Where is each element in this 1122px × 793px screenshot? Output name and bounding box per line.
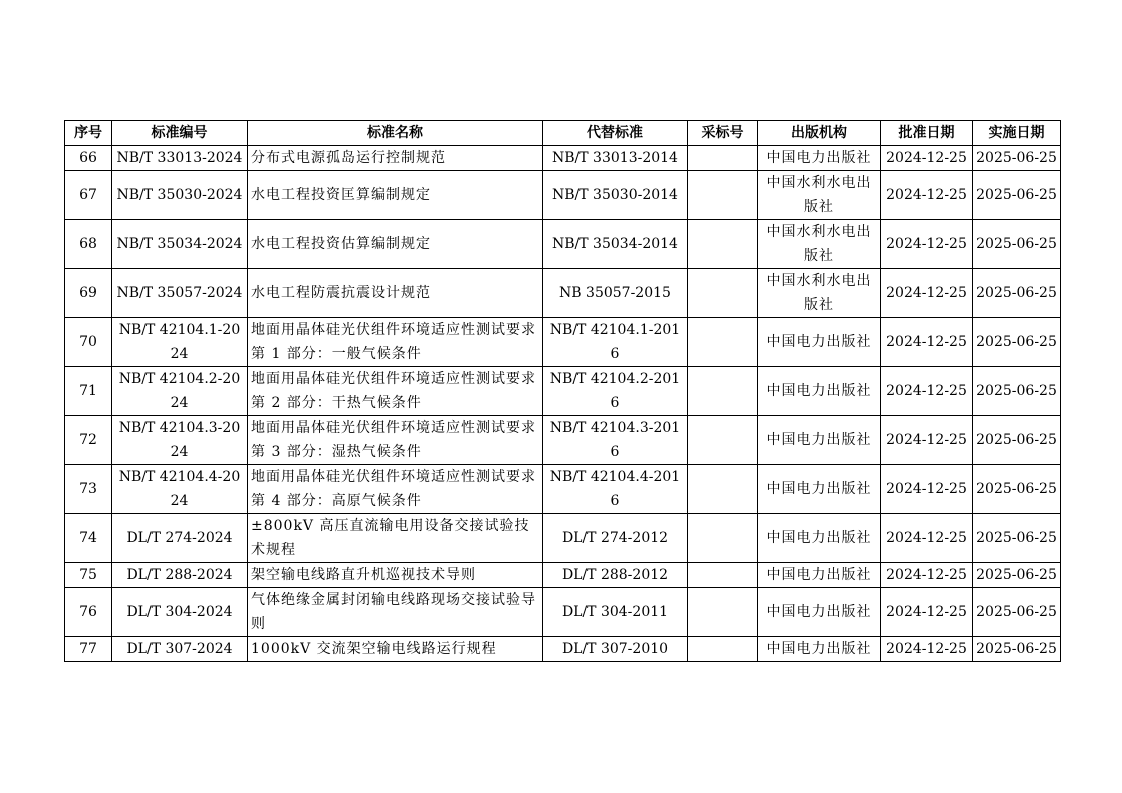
table-row [65, 465, 1061, 514]
cell-adopted [688, 269, 758, 318]
cell-no: 70 [65, 318, 112, 367]
cell-approved: 2024-12-25 [881, 367, 973, 416]
cell-effective: 2025-06-25 [973, 514, 1061, 563]
cell-approved: 2024-12-25 [881, 514, 973, 563]
cell-publisher: 中国电力出版社 [758, 563, 881, 588]
cell-publisher: 中国水利水电出版社 [758, 171, 881, 220]
cell-no: 68 [65, 220, 112, 269]
cell-effective: 2025-06-25 [973, 588, 1061, 637]
cell-replaces: NB/T 42104.1-2016 [543, 318, 688, 367]
cell-adopted [688, 514, 758, 563]
cell-name: 气体绝缘金属封闭输电线路现场交接试验导则 [248, 588, 543, 637]
cell-adopted [688, 220, 758, 269]
table-row [65, 318, 1061, 367]
cell-name: 地面用晶体硅光伏组件环境适应性测试要求 第 3 部分：湿热气候条件 [248, 416, 543, 465]
cell-approved: 2024-12-25 [881, 220, 973, 269]
cell-code: DL/T 307-2024 [112, 637, 248, 662]
cell-approved: 2024-12-25 [881, 637, 973, 662]
cell-code: DL/T 288-2024 [112, 563, 248, 588]
standards-table [64, 120, 1061, 662]
cell-no: 69 [65, 269, 112, 318]
cell-no: 75 [65, 563, 112, 588]
header-code: 标准编号 [112, 121, 248, 146]
header-adopted: 采标号 [688, 121, 758, 146]
cell-name: ±800kV 高压直流输电用设备交接试验技术规程 [248, 514, 543, 563]
table-row [65, 220, 1061, 269]
cell-adopted [688, 171, 758, 220]
table-row [65, 146, 1061, 171]
cell-code: NB/T 35034-2024 [112, 220, 248, 269]
cell-adopted [688, 588, 758, 637]
cell-approved: 2024-12-25 [881, 416, 973, 465]
cell-publisher: 中国电力出版社 [758, 416, 881, 465]
table-row [65, 637, 1061, 662]
cell-replaces: DL/T 304-2011 [543, 588, 688, 637]
cell-effective: 2025-06-25 [973, 465, 1061, 514]
cell-name: 水电工程防震抗震设计规范 [248, 269, 543, 318]
cell-no: 73 [65, 465, 112, 514]
cell-approved: 2024-12-25 [881, 171, 973, 220]
cell-no: 71 [65, 367, 112, 416]
cell-code: NB/T 42104.2-2024 [112, 367, 248, 416]
cell-name: 水电工程投资估算编制规定 [248, 220, 543, 269]
cell-effective: 2025-06-25 [973, 146, 1061, 171]
cell-code: NB/T 42104.1-2024 [112, 318, 248, 367]
cell-effective: 2025-06-25 [973, 416, 1061, 465]
cell-publisher: 中国水利水电出版社 [758, 269, 881, 318]
table-row [65, 171, 1061, 220]
cell-code: NB/T 42104.4-2024 [112, 465, 248, 514]
cell-effective: 2025-06-25 [973, 367, 1061, 416]
cell-approved: 2024-12-25 [881, 465, 973, 514]
header-approved: 批准日期 [881, 121, 973, 146]
cell-replaces: NB 35057-2015 [543, 269, 688, 318]
cell-publisher: 中国电力出版社 [758, 318, 881, 367]
header-name: 标准名称 [248, 121, 543, 146]
cell-no: 76 [65, 588, 112, 637]
table-row [65, 367, 1061, 416]
cell-no: 67 [65, 171, 112, 220]
cell-effective: 2025-06-25 [973, 220, 1061, 269]
header-row [65, 121, 1061, 146]
cell-no: 74 [65, 514, 112, 563]
cell-approved: 2024-12-25 [881, 588, 973, 637]
cell-effective: 2025-06-25 [973, 318, 1061, 367]
table-row [65, 269, 1061, 318]
header-replaces: 代替标准 [543, 121, 688, 146]
cell-publisher: 中国电力出版社 [758, 588, 881, 637]
cell-code: DL/T 274-2024 [112, 514, 248, 563]
cell-adopted [688, 318, 758, 367]
cell-name: 分布式电源孤岛运行控制规范 [248, 146, 543, 171]
cell-replaces: NB/T 33013-2014 [543, 146, 688, 171]
cell-code: NB/T 42104.3-2024 [112, 416, 248, 465]
cell-publisher: 中国电力出版社 [758, 367, 881, 416]
cell-effective: 2025-06-25 [973, 563, 1061, 588]
cell-replaces: NB/T 42104.3-2016 [543, 416, 688, 465]
cell-publisher: 中国水利水电出版社 [758, 220, 881, 269]
header-publisher: 出版机构 [758, 121, 881, 146]
table-row [65, 563, 1061, 588]
cell-replaces: NB/T 42104.2-2016 [543, 367, 688, 416]
cell-name: 地面用晶体硅光伏组件环境适应性测试要求 第 4 部分：高原气候条件 [248, 465, 543, 514]
cell-effective: 2025-06-25 [973, 171, 1061, 220]
cell-publisher: 中国电力出版社 [758, 637, 881, 662]
cell-approved: 2024-12-25 [881, 146, 973, 171]
cell-adopted [688, 563, 758, 588]
table-row [65, 588, 1061, 637]
cell-replaces: DL/T 307-2010 [543, 637, 688, 662]
cell-name: 架空输电线路直升机巡视技术导则 [248, 563, 543, 588]
cell-publisher: 中国电力出版社 [758, 514, 881, 563]
cell-no: 66 [65, 146, 112, 171]
cell-replaces: NB/T 35030-2014 [543, 171, 688, 220]
cell-adopted [688, 465, 758, 514]
cell-adopted [688, 416, 758, 465]
header-effective: 实施日期 [973, 121, 1061, 146]
cell-publisher: 中国电力出版社 [758, 465, 881, 514]
cell-name: 地面用晶体硅光伏组件环境适应性测试要求 第 2 部分：干热气候条件 [248, 367, 543, 416]
cell-adopted [688, 146, 758, 171]
cell-replaces: DL/T 274-2012 [543, 514, 688, 563]
cell-code: DL/T 304-2024 [112, 588, 248, 637]
cell-approved: 2024-12-25 [881, 318, 973, 367]
cell-no: 72 [65, 416, 112, 465]
cell-name: 地面用晶体硅光伏组件环境适应性测试要求 第 1 部分：一般气候条件 [248, 318, 543, 367]
table-row [65, 514, 1061, 563]
cell-code: NB/T 35030-2024 [112, 171, 248, 220]
cell-effective: 2025-06-25 [973, 637, 1061, 662]
cell-code: NB/T 35057-2024 [112, 269, 248, 318]
cell-replaces: DL/T 288-2012 [543, 563, 688, 588]
cell-no: 77 [65, 637, 112, 662]
table-row [65, 416, 1061, 465]
cell-approved: 2024-12-25 [881, 563, 973, 588]
cell-replaces: NB/T 42104.4-2016 [543, 465, 688, 514]
header-no: 序号 [65, 121, 112, 146]
cell-effective: 2025-06-25 [973, 269, 1061, 318]
cell-replaces: NB/T 35034-2014 [543, 220, 688, 269]
cell-approved: 2024-12-25 [881, 269, 973, 318]
cell-code: NB/T 33013-2024 [112, 146, 248, 171]
cell-name: 水电工程投资匡算编制规定 [248, 171, 543, 220]
cell-adopted [688, 637, 758, 662]
cell-publisher: 中国电力出版社 [758, 146, 881, 171]
cell-name: 1000kV 交流架空输电线路运行规程 [248, 637, 543, 662]
cell-adopted [688, 367, 758, 416]
